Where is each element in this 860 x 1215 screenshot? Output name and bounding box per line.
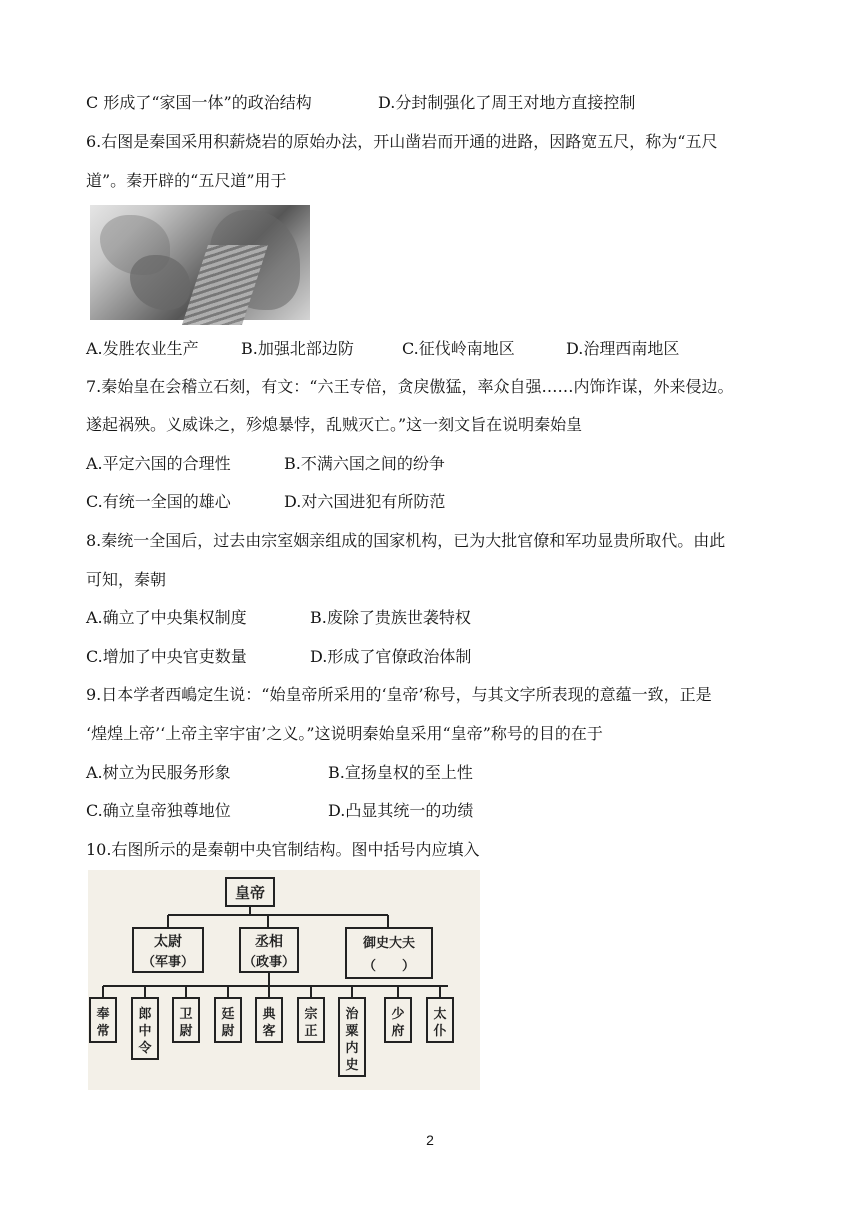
page-number: 2 [426,1132,434,1148]
official-label-char: 府 [391,1024,405,1039]
q7-option-c: C.有统一全国的雄心 [86,492,231,511]
q7-options-row1 [86,453,786,475]
q9-stem-line1: 9.日本学者西嶋定生说：“始皇帝所采用的‘皇帝’称号，与其文字所表现的意蕴一致，正是 [86,685,712,704]
taiwei-sub: （军事） [141,955,195,970]
q6-option-c: C.征伐岭南地区 [402,339,515,358]
q8-options-row1 [86,607,786,629]
official-label-char: 卫 [179,1007,193,1022]
q5-option-c: C 形成了“家国一体”的政治结构 [86,93,312,112]
q6-stem-line1: 6.右图是秦国采用积薪烧岩的原始办法，开山凿岩而开通的进路，因路宽五尺，称为“五尺 [86,132,718,151]
emperor-label: 皇帝 [234,884,266,902]
official-label-char: 奉 [96,1007,110,1022]
q9-option-b: B.宣扬皇权的至上性 [328,763,473,782]
chengxiang-label: 丞相 [255,934,283,950]
q9-option-d: D.凸显其统一的功绩 [328,801,474,820]
official-label-char: 太 [433,1007,447,1022]
official-label-char: 客 [262,1024,276,1039]
q7-options-row2 [86,491,786,513]
official-label-char: 治 [345,1007,359,1022]
q7-option-a: A.平定六国的合理性 [86,454,231,473]
q5-option-d: D.分封制强化了周王对地方直接控制 [378,93,636,112]
q9-option-a: A.树立为民服务形象 [86,763,231,782]
official-label-char: 尉 [221,1024,235,1039]
qin-central-officials-diagram [88,870,480,1090]
official-label-char: 令 [138,1041,152,1056]
official-label-char: 郎 [138,1007,152,1022]
yushidafu-label: 御史大夫 [362,936,416,951]
official-label-char: 少 [391,1007,405,1022]
five-chi-road-photo [90,205,310,320]
q8-stem-line2: 可知，秦朝 [86,570,167,589]
chengxiang-sub: （政事） [242,955,296,970]
q6-options [86,338,786,360]
q9-option-c: C.确立皇帝独尊地位 [86,801,231,820]
q5-options [86,92,786,114]
q9-options-row1 [86,762,786,784]
q6-option-b: B.加强北部边防 [241,339,354,358]
official-label-char: 廷 [221,1007,235,1022]
official-label-char: 史 [345,1058,359,1073]
taiwei-label: 太尉 [154,934,182,950]
q8-stem-line1: 8.秦统一全国后，过去由宗室姻亲组成的国家机构，已为大批官僚和军功显贵所取代。由此 [86,531,726,550]
q10-stem: 10.右图所示的是秦朝中央官制结构。图中括号内应填入 [86,840,480,859]
official-label-char: 尉 [179,1024,193,1039]
q9-stem-line2: ‘煌煌上帝’‘上帝主宰宇宙’之义。”这说明秦始皇采用“皇帝”称号的目的在于 [86,724,603,743]
official-label-char: 宗 [304,1007,318,1022]
official-label-char: 内 [345,1041,359,1056]
official-label-char: 粟 [345,1024,359,1039]
q7-option-d: D.对六国进犯有所防范 [284,492,446,511]
q7-option-b: B.不满六国之间的纷争 [284,454,445,473]
q8-option-d: D.形成了官僚政治体制 [310,647,472,666]
q7-stem-line2: 遂起祸殃。义威诛之，殄熄暴悖，乱贼灭亡。”这一刻文旨在说明秦始皇 [86,415,583,434]
q6-option-a: A.发胜农业生产 [86,339,199,358]
q8-options-row2 [86,646,786,668]
q6-stem-line2: 道”。秦开辟的“五尺道”用于 [86,171,287,190]
official-label-char: 仆 [433,1024,447,1039]
q8-option-a: A.确立了中央集权制度 [86,608,247,627]
q8-option-c: C.增加了中央官吏数量 [86,647,247,666]
official-label-char: 典 [262,1007,276,1022]
q8-option-b: B.废除了贵族世袭特权 [310,608,471,627]
q7-stem-line1: 7.秦始皇在会稽立石刻，有文：“六王专倍，贪戾傲猛，率众自强……内饰诈谋，外来侵边。 [86,377,734,396]
official-label-char: 常 [96,1024,110,1039]
q9-options-row2 [86,800,786,822]
official-label-char: 中 [138,1024,152,1039]
official-label-char: 正 [304,1024,318,1039]
yushidafu-blank: （ ） [362,959,416,974]
q6-option-d: D.治理西南地区 [566,339,680,358]
